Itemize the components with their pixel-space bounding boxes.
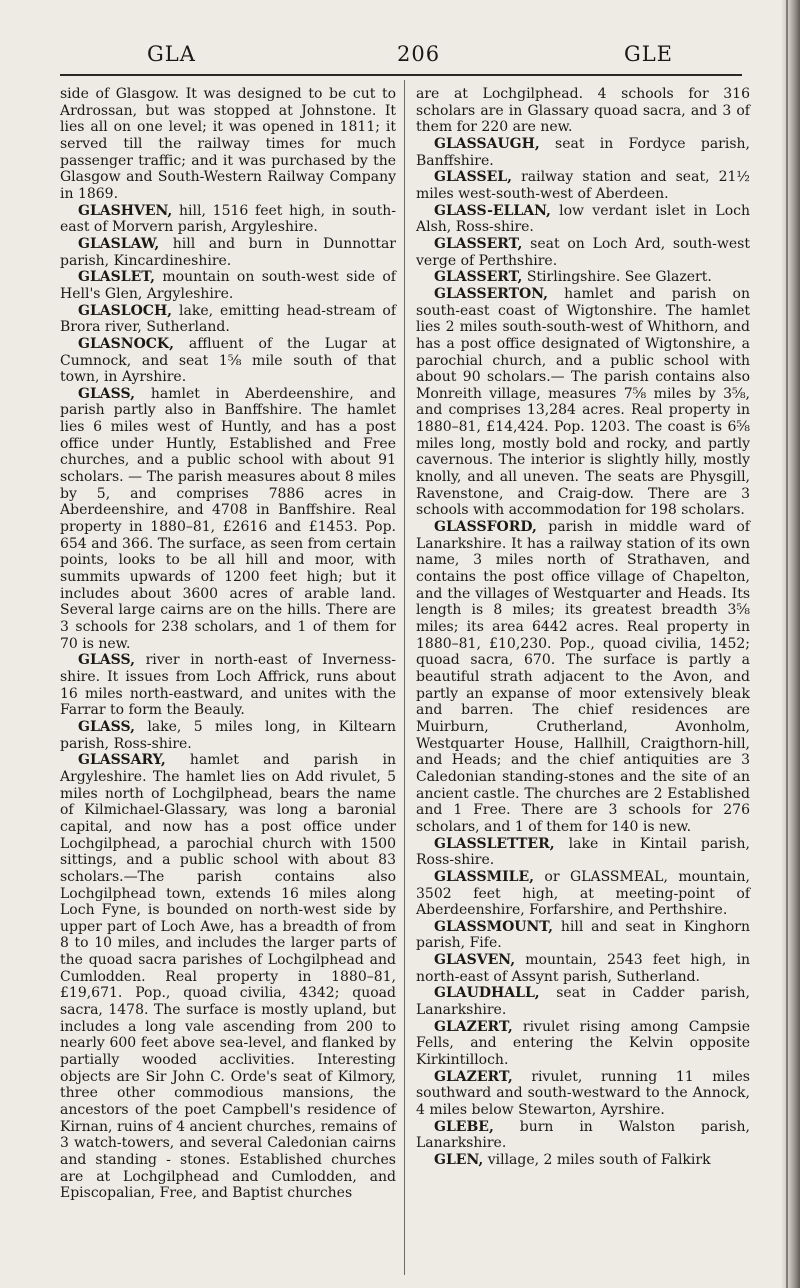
gazetteer-entry [60, 303, 396, 336]
entry-text: hill, 1516 feet high, in south-east of Morvern parish, Argyleshire. [60, 202, 396, 236]
entry-text: Stirlingshire. See Glazert. [522, 269, 712, 286]
header-left-guide-word: GLA [147, 42, 196, 66]
entry-text: seat in Cadder parish, Lanarkshire. [416, 985, 750, 1019]
gazetteer-entry [60, 236, 396, 269]
left-column [60, 86, 396, 1202]
entry-headword: GLASSERT, [434, 269, 523, 286]
entry-headword: GLASSFORD, [434, 519, 537, 536]
gazetteer-entry [416, 836, 750, 869]
gazetteer-entry [416, 86, 750, 136]
right-column [416, 86, 750, 1169]
entry-headword: GLASLOCH, [78, 302, 173, 319]
gazetteer-entry [416, 203, 750, 236]
running-header [60, 42, 742, 72]
entry-text: lake in Kintail parish, Ross-shire. [416, 835, 750, 869]
page-edge-shadow [782, 0, 800, 1288]
gazetteer-entry [416, 1069, 750, 1119]
gazetteer-entry [416, 1119, 750, 1152]
entry-text: lake, emitting head-stream of Brora river, Sutherland. [60, 302, 396, 336]
entry-headword: GLAUDHALL, [434, 985, 540, 1002]
gazetteer-entry [416, 1019, 750, 1069]
entry-headword: GLASSAUGH, [434, 135, 540, 152]
entry-headword: GLASLAW, [78, 235, 160, 252]
entry-text: hill and burn in Dunnottar parish, Kincardineshire. [60, 235, 396, 269]
entry-text: village, 2 miles south of Falkirk [483, 1152, 711, 1168]
gazetteer-entry [416, 169, 750, 202]
entry-text: burn in Walston parish, Lanarkshire. [416, 1118, 750, 1152]
entry-headword: GLASS, [78, 652, 135, 669]
entry-headword: GLASSMOUNT, [434, 918, 554, 935]
gazetteer-entry [416, 952, 750, 985]
gazetteer-entry [416, 269, 750, 286]
entry-text: seat on Loch Ard, south-west verge of Perthshire. [416, 235, 750, 269]
gazetteer-entry [416, 919, 750, 952]
gazetteer-entry [60, 386, 396, 653]
entry-headword: GLASNOCK, [78, 335, 174, 352]
entry-text: hamlet and parish on south-east coast of Wigtonshire. The hamlet lies 2 miles south-south-west of Whithorn, and has a post office designated of Wigtonshire, a parochial church, and a public school with about 90 scholars.— The parish contains also Monreith village, measures 7⅝ miles by 3⅝, and comprises 13,284 acres. Real property in 1880–81, £14,424. Pop. 1203. The coast is 6⅝ miles long, mostly bold and rocky, and partly cavernous. The interior is slightly hilly, mostly knolly, and all uneven. The seats are Physgill, Ravenstone, and Craig-dow. There are 3 schools with accommodation for 198 scholars. [416, 285, 750, 519]
entry-text: mountain on south-west side of Hell's Glen, Argyleshire. [60, 269, 396, 302]
entry-text: are at Lochgilphead. 4 schools for 316 scholars are in Glassary quoad sacra, and 3 of them for 220 are new. [416, 86, 750, 136]
header-right-guide-word: GLE [623, 42, 673, 66]
entry-headword: GLAZERT, [434, 1068, 513, 1085]
entry-text: low verdant islet in Loch Alsh, Ross-shire. [416, 202, 750, 236]
page-edge-line [786, 0, 788, 1288]
entry-text: hamlet in Aberdeenshire, and parish partly also in Banffshire. The hamlet lies 6 miles west of Huntly, and has a post office under Huntly, Established and Free churches, and a public school with about 91 scholars. — The parish measures about 8 miles by 5, and comprises 7886 acres in Aberdeenshire, and 4708 in Banffshire. Real property in 1880–81, £2616 and £1453. Pop. 654 and 366. The surface, as seen from certain points, looks to be all hill and moor, with summits upwards of 1200 feet high; but it includes about 3600 acres of arable land. Several large cairns are on the hills. There are 3 schools for 238 scholars, and 1 of them for 70 is new. [60, 385, 396, 652]
entry-headword: GLASSARY, [78, 752, 166, 769]
entry-text: hill and seat in Kinghorn parish, Fife. [416, 918, 750, 952]
entry-headword: GLASLET, [78, 269, 156, 286]
entry-headword: GLASS-ELLAN, [434, 202, 551, 219]
entry-text: river in north-east of Inverness-shire. It issues from Loch Affrick, runs about 16 miles north-eastward, and unites with the Farrar to form the Beauly. [60, 652, 396, 719]
gazetteer-entry [60, 269, 396, 302]
entry-headword: GLASSMILE, [434, 868, 535, 885]
entry-headword: GLASSLETTER, [434, 835, 555, 852]
entry-text: hamlet and parish in Argyleshire. The hamlet lies on Add rivulet, 5 miles north of Lochgilphead, bears the name of Kilmichael-Glassary, was long a baronial capital, and now has a post office under Lochgilphead, a parochial church with 1500 sittings, and a public school with about 83 scholars.—The parish contains also Lochgilphead town, extends 16 miles along Loch Fyne, is bounded on north-west side by upper part of Loch Awe, has a breadth of from 8 to 10 miles, and includes the larger parts of the quoad sacra parishes of Lochgilphead and Cumlodden. Real property in 1880–81, £19,671. Pop., quoad civilia, 4342; quoad sacra, 1478. The surface is mostly upland, but includes a long vale ascending from 200 to nearly 600 feet above sea-level, and flanked by partially wooded acclivities. Interesting objects are Sir John C. Orde's seat of Kilmory, three other commodious mansions, the ancestors of the poet Campbell's residence of Kirnan, ruins of 4 ancient churches, remains of 3 watch-towers, and several Caledonian cairns and standing - stones. Established churches are at Lochgilphead and Cumlodden, and Episcopalian, Free, and Baptist churches [60, 752, 396, 1202]
gazetteer-entry [416, 985, 750, 1018]
entry-headword: GLASSERT, [434, 235, 523, 252]
page-number: 206 [397, 42, 441, 66]
gazetteer-entry [416, 286, 750, 519]
gazetteer-entry [60, 652, 396, 719]
entry-text: affluent of the Lugar at Cumnock, and seat 1⅝ mile south of that town, in Ayrshire. [60, 335, 396, 386]
entry-headword: GLEBE, [434, 1118, 494, 1135]
gazetteer-entry [416, 519, 750, 835]
entry-text: railway station and seat, 21½ miles west-south-west of Aberdeen. [416, 169, 750, 202]
entry-headword: GLASS, [78, 718, 135, 735]
entry-headword: GLASSEL, [434, 169, 512, 186]
entry-headword: GLAZERT, [434, 1018, 513, 1035]
header-rule [60, 74, 742, 76]
entry-text: or GLASSMEAL, mountain, 3502 feet high, at meeting-point of Aberdeenshire, Forfarshire, and Perthshire. [416, 868, 750, 919]
gazetteer-entry [416, 1152, 750, 1169]
gazetteer-entry [60, 719, 396, 752]
entry-headword: GLASS, [78, 385, 135, 402]
entry-headword: GLASHVEN, [78, 202, 173, 219]
entry-headword: GLASVEN, [434, 952, 516, 969]
entry-headword: GLASSERTON, [434, 285, 549, 302]
entry-text: rivulet, running 11 miles southward and south-westward to the Annock, 4 miles below Stewarton, Ayrshire. [416, 1068, 750, 1119]
entry-text: mountain, 2543 feet high, in north-east of Assynt parish, Sutherland. [416, 952, 750, 985]
entry-text: seat in Fordyce parish, Banffshire. [416, 135, 750, 169]
gazetteer-entry [416, 869, 750, 919]
gazetteer-entry [60, 86, 396, 203]
gazetteer-entry [416, 136, 750, 169]
column-divider [404, 80, 405, 1275]
gazetteer-entry [60, 203, 396, 236]
gazetteer-entry [416, 236, 750, 269]
entry-headword: GLEN, [434, 1152, 484, 1168]
gazetteer-entry [60, 336, 396, 386]
entry-text: side of Glasgow. It was designed to be cut to Ardrossan, but was stopped at Johnstone. It lies all on one level; it was opened in 1811; it served till the railway times for much passenger traffic; and it was purchased by the Glasgow and South-Western Railway Company in 1869. [60, 86, 396, 202]
entry-text: parish in middle ward of Lanarkshire. It has a railway station of its own name, 3 miles north of Strathaven, and contains the post office village of Chapelton, and the villages of Westquarter and Heads. Its length is 8 miles; its greatest breadth 3⅝ miles; its area 6442 acres. Real property in 1880–81, £10,230. Pop., quoad civilia, 1452; quoad sacra, 670. The surface is partly a beautiful strath adjacent to the Avon, and partly an expanse of moor extensively bleak and barren. The chief residences are Muirburn, Crutherland, Avonholm, Westquarter House, Hallhill, Craigthorn-hill, and Heads; and the chief antiquities are 3 Caledonian standing-stones and the site of an ancient castle. The churches are 2 Established and 1 Free. There are 3 schools for 276 scholars, and 1 of them for 140 is new. [416, 519, 750, 835]
gazetteer-entry [60, 752, 396, 1202]
entry-text: rivulet rising among Campsie Fells, and entering the Kelvin opposite Kirkintilloch. [416, 1018, 750, 1069]
entry-text: lake, 5 miles long, in Kiltearn parish, Ross-shire. [60, 718, 396, 752]
